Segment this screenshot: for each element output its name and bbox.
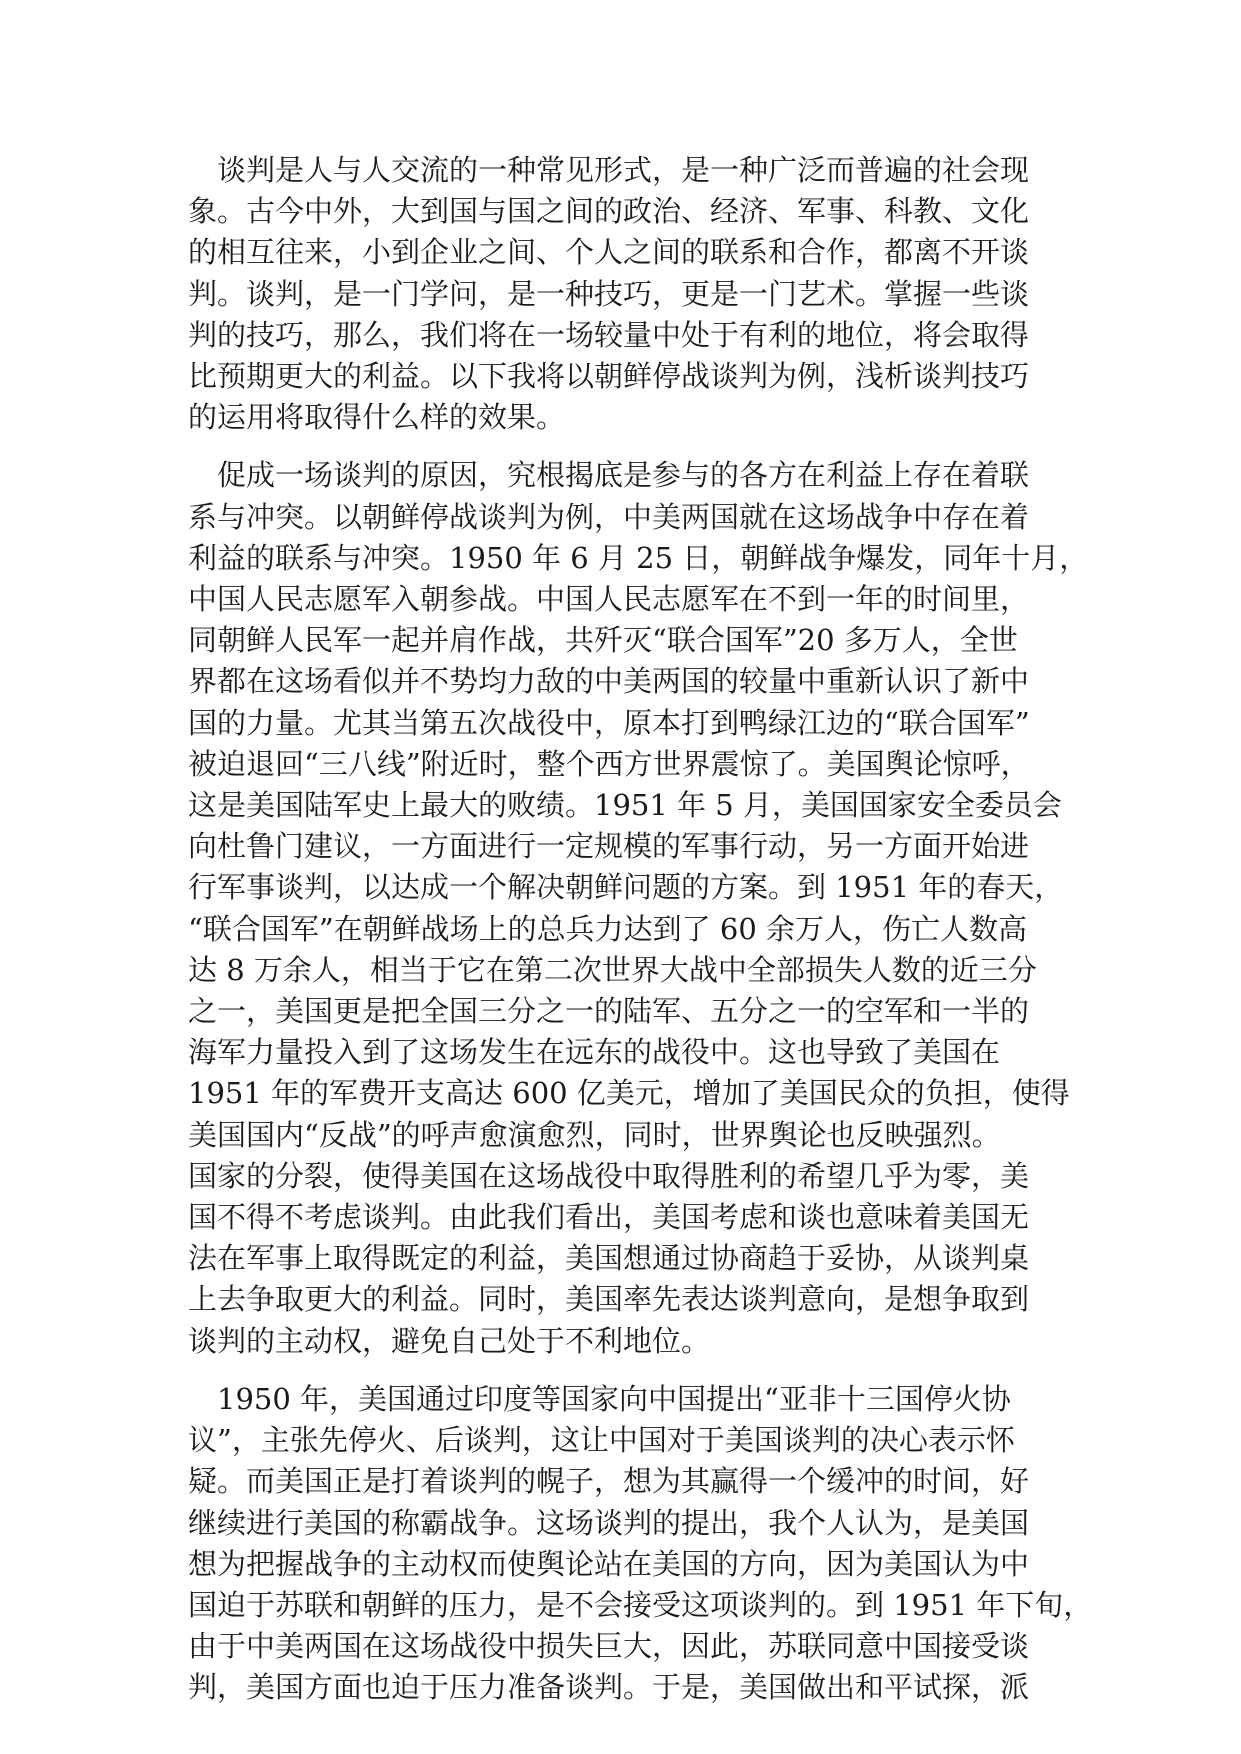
paragraph-2: [188, 455, 1089, 1361]
text-line: 国的力量。尤其当第五次战役中，原本打到鸭绿江边的“联合国军”: [188, 705, 1030, 740]
text-line: 由于中美两国在这场战役中损失巨大，因此，苏联同意中国接受谈: [188, 1629, 1030, 1664]
text-line: 界都在这场看似并不势均力敌的中美两国的较量中重新认识了新中: [188, 664, 1030, 699]
text-line: 国迫于苏联和朝鲜的压力，是不会接受这项谈判的。到 1951 年下旬，: [188, 1587, 1093, 1622]
text-line: 促成一场谈判的原因，究根揭底是参与的各方在利益上存在着联: [217, 458, 1030, 493]
paragraph-1: [188, 150, 1068, 438]
text-line: 继续进行美国的称霸战争。这场谈判的提出，我个人认为，是美国: [188, 1505, 1030, 1540]
text-line: 向杜鲁门建议，一方面进行一定规模的军事行动，另一方面开始进: [188, 829, 1030, 864]
text-line: 国家的分裂，使得美国在这场战役中取得胜利的希望几乎为零，美: [188, 1158, 1030, 1193]
text-line: 利益的联系与冲突。1950 年 6 月 25 日，朝鲜战争爆发，同年十月，: [188, 540, 1089, 575]
text-line: 判的技巧，那么，我们将在一场较量中处于有利的地位，将会取得: [188, 317, 1030, 352]
text-line: 1951 年的军费开支高达 600 亿美元，增加了美国民众的负担，使得: [188, 1076, 1070, 1111]
text-line: 上去争取更大的利益。同时，美国率先表达谈判意向，是想争取到: [188, 1282, 1030, 1317]
text-line: 国不得不考虑谈判。由此我们看出，美国考虑和谈也意味着美国无: [188, 1200, 1030, 1235]
text-line: 想为把握战争的主动权而使舆论站在美国的方向，因为美国认为中: [188, 1546, 1030, 1581]
text-line: 判，美国方面也迫于压力准备谈判。于是，美国做出和平试探，派: [188, 1670, 1030, 1705]
text-line: 的相互往来，小到企业之间、个人之间的联系和合作，都离不开谈: [188, 235, 1030, 270]
text-line: 达 8 万余人，相当于它在第二次世界大战中全部损失人数的近三分: [188, 952, 1037, 987]
text-line: 同朝鲜人民军一起并肩作战，共歼灭“联合国军”20 多万人，全世: [188, 623, 1018, 658]
text-line: 疑。而美国正是打着谈判的幌子，想为其赢得一个缓冲的时间，好: [188, 1464, 1030, 1499]
text-line: 谈判是人与人交流的一种常见形式，是一种广泛而普遍的社会现: [217, 153, 1030, 187]
text-line: “联合国军”在朝鲜战场上的总兵力达到了 60 余万人，伤亡人数高: [188, 911, 1027, 946]
text-line: 象。古今中外，大到国与国之间的政治、经济、军事、科教、文化: [188, 194, 1030, 229]
text-line: 的运用将取得什么样的效果。: [188, 400, 566, 435]
paragraph-3: [188, 1379, 1093, 1709]
text-line: 判。谈判，是一门学问，是一种技巧，更是一门艺术。掌握一些谈: [188, 276, 1030, 311]
text-line: 被迫退回“三八线”附近时，整个西方世界震惊了。美国舆论惊呼，: [188, 746, 1030, 781]
text-line: 这是美国陆军史上最大的败绩。1951 年 5 月，美国国家安全委员会: [188, 788, 1062, 823]
text-line: 1950 年，美国通过印度等国家向中国提出“亚非十三国停火协: [217, 1381, 1011, 1416]
text-line: 法在军事上取得既定的利益，美国想通过协商趋于妥协，从谈判桌: [188, 1241, 1030, 1276]
text-line: 议”，主张先停火、后谈判，这让中国对于美国谈判的决心表示怀: [188, 1423, 1015, 1458]
text-line: 比预期更大的利益。以下我将以朝鲜停战谈判为例，浅析谈判技巧: [188, 359, 1030, 394]
text-line: 行军事谈判，以达成一个解决朝鲜问题的方案。到 1951 年的春天，: [188, 870, 1064, 905]
text-line: 之一，美国更是把全国三分之一的陆军、五分之一的空军和一半的: [188, 994, 1030, 1029]
body-text: [188, 150, 1093, 1726]
text-line: 美国国内“反战”的呼声愈演愈烈，同时，世界舆论也反映强烈。: [188, 1117, 1001, 1152]
text-line: 海军力量投入到了这场发生在远东的战役中。这也导致了美国在: [188, 1035, 1001, 1070]
text-line: 系与冲突。以朝鲜停战谈判为例，中美两国就在这场战争中存在着: [188, 499, 1030, 534]
text-line: 中国人民志愿军入朝参战。中国人民志愿军在不到一年的时间里，: [188, 582, 1030, 617]
text-line: 谈判的主动权，避免自己处于不利地位。: [188, 1323, 711, 1358]
